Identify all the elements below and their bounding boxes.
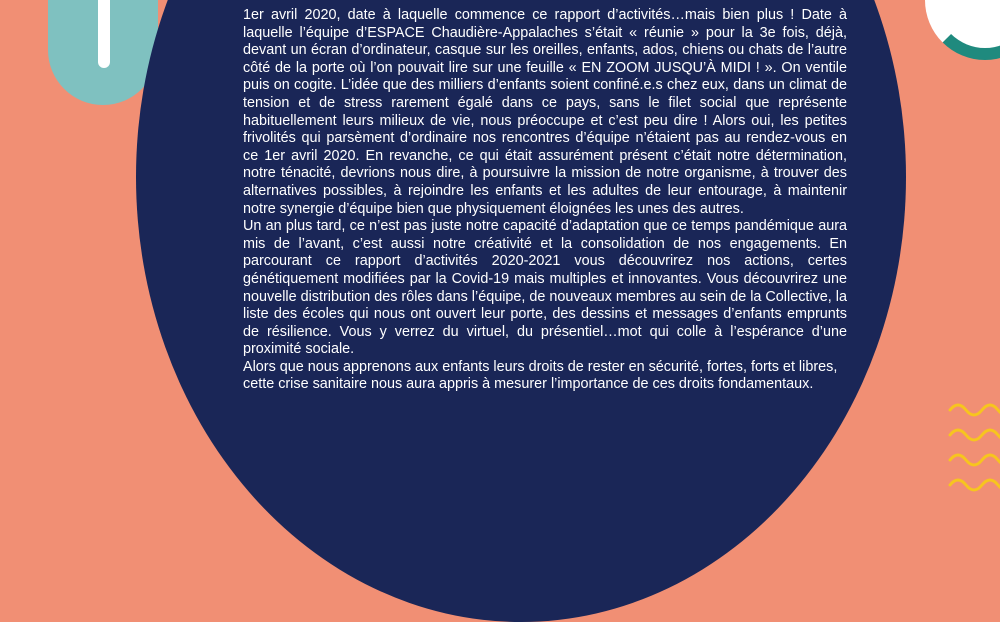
corner-arc-icon [925, 0, 1000, 60]
number-one-mark [98, 0, 110, 68]
report-intro-text [243, 7, 847, 394]
paragraph-2: Un an plus tard, ce n’est pas juste notre capacité d’adaptation que ce temps pandémique aura mis de l’avant, c’est aussi notre créativité et la consolidation de nos engagements. En parcourant ce rapport d’activités 2020-2021 vous découvrirez nos actions, certes génétiquement modifiées par la Covid-19 mais multiples et innovantes. Vous découvrirez une nouvelle distribution des rôles dans l’équipe, de nouveaux membres au sein de la Collective, la liste des écoles qui nous ont ouvert leur porte, des dessins et messages d’enfants emprunts de résilience. Vous y verrez du virtuel, du présentiel…mot qui colle à l’espérance d’une proximité sociale. [243, 218, 847, 358]
paragraph-1: 1er avril 2020, date à laquelle commence ce rapport d’activités…mais bien plus ! Date à laquelle l’équipe d’ESPACE Chaudière-Appalaches s’était « réunie » pour la 3e fois, déjà, devant un écran d’ordinateur, casque sur les oreilles, enfants, ados, chiens ou chats de l’autre côté de la porte où l’on pouvait lire sur une feuille « EN ZOOM JUSQU’À MIDI ! ». On ventile puis on cogite. L’idée que des milliers d’enfants soient confiné.e.s chez eux, dans un climat de tension et de stress rarement égalé dans ce pays, sans le filet social que représente habituellement leurs milieux de vie, nous préoccupe et c’est peu dire ! Alors oui, les petites frivolités qui parsèment d’ordinaire nos rencontres d’équipe n’étaient pas au rendez-vous en ce 1er avril 2020. En revanche, ce qui était assurément présent c’était notre détermination, notre ténacité, devrions nous dire, à poursuivre la mission de notre organisme, à trouver des alternatives possibles, à rejoindre les enfants et les adultes de leur entourage, à maintenir notre synergie d’équipe bien que physiquement éloignées les unes des autres. [243, 7, 847, 217]
wavy-lines-icon [948, 395, 1000, 500]
paragraph-3: Alors que nous apprenons aux enfants leurs droits de rester en sécurité, fortes, forts et libres, cette crise sanitaire nous aura appris à mesurer l’importance de ces droits fondamentaux. [243, 358, 838, 393]
